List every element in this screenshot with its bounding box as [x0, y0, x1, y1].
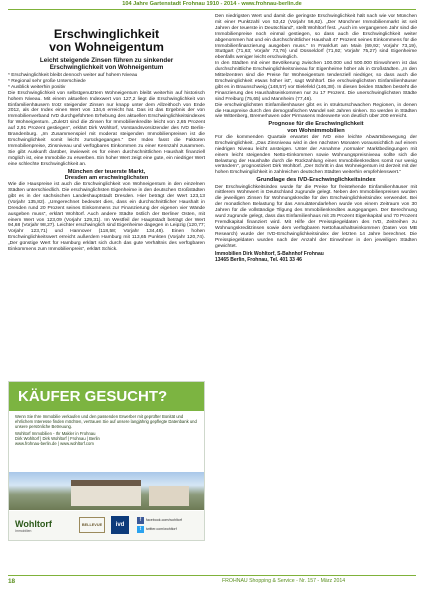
page-header: [0, 0, 424, 13]
ad-contact-line: Wohltorf Immobilien - Ihr Makler in Frohnau: [15, 431, 96, 436]
contact-block: [215, 251, 417, 263]
paragraph-methodology: Der Erschwinglichkeitsindex wurde für die Preise für freistehende Einfamilienhäuser mit mittlerem Wohnwert in Deutschland zugrunde gelegt. Neben den Immobilienpreisen wurden die jeweiligen Zinsen für Wohnungskredite für den Erschwinglichkeitsindex verwendet. Bei der monatlichen Belastung für das Annuitätendarlehen wurde von einem Zeitraum von 30 Jahren für die vollständige Tilgung des Immobilienkredites ausgegangen. Der Berechnung wurd zugrunde gelegt, dass das Einfamilienhaus mit 25 Prozent Eigenkapital und 70 Prozent Fremdkapital finanziert wird. Mit Hilfe der Preisspiegeldaten des IVD, Zeitreihen zu Wohnungskreditzinsen sowie dem verfügbaren Nettohaushaltseinkommen (Daten von MB Research) wurde der IVD-Erschwinglichkeitsindex der letzten 14 Jahre berechnet. Die Preisspiegeldaten wurden nach der Anzahl der Einwohner in den jeweiligen Städten gewichtet.: [215, 184, 417, 249]
paragraph-cities: Wie die Hauspreise ist auch die Erschwinglichkeit von Wohneigentum in den einzelnen Städten unterschiedlich. Die erschwinglichsten Eigenheime in den deutschen Großstädten gibt es in der sächsischen Landeshauptstadt Dresden. Hier beträgt der Wert 123,13 (Vorjahr 135,82). „Umgerechnet bedeutet dies, dass ein durchschnittlicher Haushalt in Dresden rund 20 Prozent seines Einkommens zur Finanzierung der eigenen vier Wände ausgeben muss“, erklärt Wohltorf. Auch andere Städte östlich der Berliner Osten, mit einem Wert von 123,09 (Vorjahr 129,31). Im Westfeil der Hauptstadt beträgt der Wert 94,68 (Vorjahr 98,27). Leichter erschwinglich sind Eigenheime dagegen in Leipzig (120,77; Vorjahr 123,71) und Hannover (118,58; Vorjahr 134,48). Einen hohen Erschwinglichkeitswert erreicht außerdem Hamburg mit 113,65 Punkten (Vorjahr 120,74). „Der günstige Wert für Hamburg erklärt sich durch das gute Verhältnis des verfügbaren Einkommens zum Immobilienpreis“, erklärt Schick.: [8, 182, 205, 253]
left-column: [8, 14, 205, 253]
paragraph-regions: Die erschwinglichsten Einfamilienhäuser gibt es in strukturschwachen Regionen, in denen die Hauspreise durch den demografischen Wandel seit Jahren sinken. So werden in Städten wie Wittenberg, Bremerhaven oder Pirmasens Indexwerte von deutlich über 200 erreicht.: [215, 102, 417, 120]
subtitle-line-1: Leicht steigende Zinsen führen zu sinkender: [39, 57, 174, 64]
ivd-logo: ivd: [111, 516, 129, 534]
ad-contact-block: [9, 429, 204, 446]
subtitle-line-2: Erschwinglichkeit von Wohneigentum: [49, 64, 164, 71]
header-banner-text: 104 Jahre Gartenstadt Frohnau 1910 - 2014 - www.frohnau-berlin.de: [119, 1, 304, 7]
header-rule: [8, 9, 416, 10]
house-shape: [71, 480, 141, 506]
section-heading-forecast: [215, 121, 417, 134]
wohltorf-logo[interactable]: [15, 519, 52, 533]
ad-headline: KÄUFER GESUCHT?: [9, 382, 204, 411]
article-subtitle: [8, 57, 205, 71]
page-number: 18: [8, 578, 16, 585]
twitter-link-text: twitter.com/wohltorf: [146, 527, 177, 531]
bullet-item: * Ausblick weiterhin positiv: [8, 85, 205, 91]
ad-contact-line: Dirk Wohltorf | Dirk Wohltorf | Frohnau | Berlin: [15, 436, 100, 441]
wohltorf-logo-text: Wohltorf: [15, 519, 52, 529]
title-line-2: von Wohneigentum: [49, 40, 164, 54]
facebook-link[interactable]: [137, 516, 182, 525]
bullet-item: * Erschwinglichkeit bleibt dennoch weiter auf hohem Niveau: [8, 73, 205, 79]
bellevue-logo: BELLEVUE: [79, 517, 105, 533]
twitter-icon: t: [137, 526, 144, 533]
bullet-item: * Regional sehr große Unterschiede: [8, 79, 205, 85]
section-heading-line: München der teuerste Markt,: [67, 168, 146, 175]
paragraph-mid-cities: In den Städten mit einer Bevölkerung zwischen 100.000 und 500.000 Einwohnern ist das durchschnittliche Erschwinglichkeitsniveau für Eigenheime höher als in Großstädten. „In den Mittelzentren sind die Preise für Wohneigentum tendenziell niedriger, so dass auch die Erschwinglichkeit etwas höher ist“, sagt Wohltorf. Die erschwinglichsten Einfamilienhäuser gibt es in Braunschweig (148,57) vor Bielefeld (146,38). In diesen beiden Städten besteht die Finanzierung des Haushaltseinkommen nur zu 17 Prozent. Die unerschwinglichsten Städte sind Freiburg (75,65) und Mannheim (77,46).: [215, 61, 417, 102]
facebook-icon: f: [137, 517, 144, 524]
right-column: [215, 14, 417, 263]
ad-house-photo: [9, 472, 204, 510]
wohltorf-logo-sub: Immobilien: [15, 529, 32, 533]
house-shape: [149, 486, 189, 506]
ad-website-link[interactable]: www.frohnau-berlin.de | www.wohltorf.com: [15, 441, 94, 446]
article-title: [8, 28, 205, 54]
section-heading-munich: [8, 169, 205, 182]
header-banner: [0, 1, 424, 7]
social-links: [137, 516, 182, 534]
paragraph-forecast: Für die kommenden Quartale erwartet der IVD eine leichte Abwärtsbewegung der Erschwinglichkeit. „Das Zinsniveau wird in den nächsten Monaten voraussichtlich auf einem niedrigen Niveau leicht ansteigen. Unter der Annahme ‚normaler‘ Marktbedingungen mit einem leicht steigenden Netto-Einkommen sowie Wohnungspreisniveau sollte sich die Belastung der Haushalte durch die Rückzahlung eines Immobilienkredites somit nur wenig verändern“, prognostiziert Dirk Wohltorf. „Der Schritt in das Wohneigentum ist derzeit mit der hohen Erschwinglichkeit in zahlreichen deutschen Städten weiterhin empfehlenswert.“: [215, 134, 417, 176]
page-footer: [8, 575, 416, 587]
contact-line: Immobilien Dirk Wohltorf, S-Bahnhof Frohnau: [215, 250, 324, 257]
footer-rule: [8, 575, 416, 576]
advertisement[interactable]: [8, 381, 205, 541]
contact-line: 13465 Berlin, Frohnau, Tel. 401 33 46: [215, 256, 302, 263]
title-line-1: Erschwinglichkeit: [53, 27, 160, 41]
paragraph-intro: Die Erschwinglichkeit von selbstgenutztem Wohneigentum bleibt weiterhin auf historisch hohem Niveau. Mit einem aktuellen Indexwert von 127,2 liegt die Erschwinglichkeit von Einfamilienhäusern trotz steigender Zinsen nur knapp unter dem Allzeithoch von Ende 2012, als der Index einen Wert von 134,6 erreicht hat. Das ist das Ergebnis der von Immobilienverband IVD durchgeführten Erhebung des aktuellen Erschwinglichkeitsindexes für Wohneigentum. „Zuletzt sind die Zinsen für Immobilienkredite leicht von 2,65 Prozent auf 2,91 Prozent gestiegen“, erklärt Dirk Wohltorf, Vorstandsvorsitzender des IVD Berlin-Brandenburg. „Im Zusammenspiel mit moderat steigenden Immobilienpreisen ist die Erschwinglichkeit somit leicht zurückgegangen.“ Der Index fasst die Faktoren Immobilienpreise, Zinsniveau und verfügbares Einkommen zu einer Kennzahl zusammen. Sie gibt Auskunft darüber, inwieweit es für einen durchschnittlichen Haushalt finanziell möglich ist, eine Immobilie zu erwerben. Ein hoher Wert zeigt eine gute, ein niedriger Wert eine schlechte Erschwinglichkeit an.: [8, 90, 205, 167]
ad-text: Wenn Sie Ihre Immobilie verkaufen und den passenden Erwerber mit geprüfter Bonität und ehrlichem Interesse finden möchten, vertrauen Sie auf unsere langjährig gepflegte Datenbank und unsere persönliche Betreuung.: [15, 414, 197, 429]
section-heading-line: Prognose für die Erschwinglichkeit: [268, 121, 364, 128]
ad-logo-strip: [9, 511, 204, 540]
section-heading-basis: Grundlage des IVD-Erschwinglichkeitsindex: [256, 177, 376, 184]
facebook-link-text: facebook.com/wohltorf: [146, 518, 182, 522]
magazine-info: FROHNAU Shopping & Service - Nr. 157 - März 2014: [222, 578, 346, 584]
section-heading-line: Dresden am erschwinglichsten: [64, 174, 149, 181]
paragraph-munich: Den niedrigsten Wert und damit die geringste Erschwinglichkeit hält nach wie vor München mit einer Punktzahl von 53,42 (Vorjahr 56,62). „Der Münchner Immobilienmarkt ist seit Jahren der teuerste in Deutschland“, stellt Wohltorf fest. „Auch im vergangenen Jahr sind die Immobilienpreise noch einmal gestiegen, so dass auch die Erschwinglichkeit weiter abgenommen hat und ein durchschnittlicher Haushalt 47 Prozent seines Einkommens für die Immobilienfinanzierung ausgeben muss.“ In Frankfurt am Main (69,92; Vorjahr 73,19), Stuttgart (71,63; Vorjahr 73,76) und Düsseldorf (71,92; Vorjahr 75,27) sind Eigenheime ebenfalls weniger leicht erschwinglich.: [215, 14, 417, 61]
twitter-link[interactable]: [137, 525, 182, 534]
section-heading-line: von Wohnimmobilien: [287, 127, 345, 134]
bullet-list: [8, 73, 205, 91]
